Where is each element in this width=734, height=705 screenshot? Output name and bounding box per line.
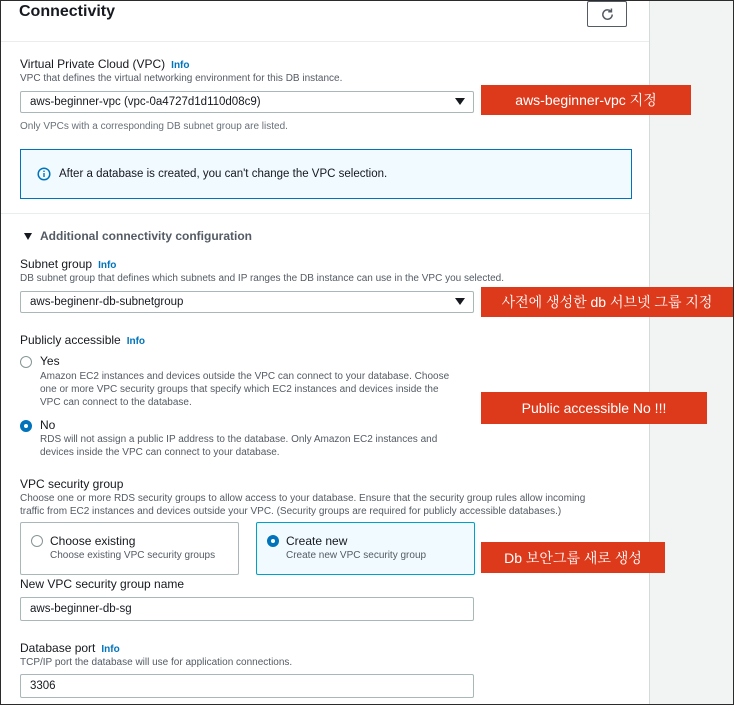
- vpc-alert-text: After a database is created, you can't change the VPC selection.: [59, 168, 388, 180]
- vpc-label-text: Virtual Private Cloud (VPC): [20, 57, 166, 71]
- security-group-desc-2: traffic from EC2 instances and devices outside your VPC. (Security groups are required for publicly accessible databases.): [20, 506, 562, 517]
- create-new-tile[interactable]: [256, 522, 475, 575]
- annotation-sg: [481, 542, 665, 573]
- section-title: Connectivity: [19, 3, 116, 20]
- subnet-info-link[interactable]: Info: [98, 260, 117, 271]
- public-yes-desc-1: Amazon EC2 instances and devices outside the VPC can connect to your database. Choose: [40, 371, 450, 382]
- additional-config-toggle[interactable]: [24, 229, 252, 243]
- public-yes-desc-2: one or more VPC security groups that specify which EC2 instances and devices inside the: [40, 384, 439, 395]
- new-sg-name-value: aws-beginner-db-sg: [30, 603, 132, 615]
- subnet-selected-value: aws-beginenr-db-subnetgroup: [30, 296, 184, 308]
- public-yes-label: Yes: [40, 354, 60, 368]
- caret-down-icon: [455, 298, 465, 305]
- public-yes-radio[interactable]: [20, 356, 32, 368]
- choose-existing-title: Choose existing: [50, 534, 136, 548]
- vpc-select[interactable]: [20, 91, 474, 113]
- annotation-public: [481, 392, 707, 424]
- annotation-subnet: [481, 287, 733, 317]
- db-port-description: TCP/IP port the database will use for application connections.: [20, 657, 293, 668]
- public-no-desc-2: devices inside the VPC can connect to your database.: [40, 447, 280, 458]
- choose-existing-tile[interactable]: [20, 522, 239, 575]
- section-divider: [1, 213, 649, 214]
- create-new-desc: Create new VPC security group: [286, 550, 427, 561]
- refresh-button[interactable]: [587, 1, 627, 27]
- db-port-info-link[interactable]: Info: [101, 644, 120, 655]
- vpc-info-link[interactable]: Info: [171, 60, 190, 71]
- triangle-down-icon: [24, 233, 32, 240]
- additional-config-label: Additional connectivity configuration: [40, 229, 253, 243]
- public-no-radio[interactable]: [20, 420, 32, 432]
- new-sg-label: New VPC security group name: [20, 577, 185, 591]
- public-yes-desc-3: VPC can connect to the database.: [40, 397, 192, 408]
- caret-down-icon: [455, 98, 465, 105]
- subnet-select[interactable]: [20, 291, 474, 313]
- public-access-info-link[interactable]: Info: [126, 336, 146, 347]
- info-circle-icon: [37, 167, 51, 181]
- create-new-radio[interactable]: [267, 535, 279, 547]
- annotation-sg-text: Db 보안그룹 새로 생성: [504, 549, 642, 566]
- choose-existing-radio[interactable]: [31, 535, 43, 547]
- subnet-label: [20, 257, 116, 271]
- db-port-label-text: Database port: [20, 641, 96, 655]
- annotation-public-text: Public accessible No !!!: [521, 400, 667, 416]
- new-sg-name-input[interactable]: [20, 597, 474, 621]
- public-no-desc-1: RDS will not assign a public IP address to the database. Only Amazon EC2 instances and: [40, 434, 438, 445]
- public-access-label-text: Publicly accessible: [20, 333, 121, 347]
- vpc-label: [20, 57, 190, 71]
- refresh-icon: [600, 7, 615, 22]
- choose-existing-desc: Choose existing VPC security groups: [50, 550, 216, 561]
- public-access-label: [20, 333, 145, 347]
- header-divider: [1, 41, 649, 42]
- vpc-description: VPC that defines the virtual networking environment for this DB instance.: [20, 73, 343, 84]
- annotation-vpc: [481, 85, 691, 115]
- db-port-input[interactable]: [20, 674, 474, 698]
- vpc-selected-value: aws-beginner-vpc (vpc-0a4727d1d110d08c9): [30, 96, 261, 108]
- annotation-vpc-text: aws-beginner-vpc 지정: [515, 92, 657, 108]
- annotation-subnet-text: 사전에 생성한 db 서브넷 그룹 지정: [501, 294, 713, 310]
- security-group-desc-1: Choose one or more RDS security groups to allow access to your database. Ensure that the security group rules allow incoming: [20, 493, 586, 504]
- subnet-label-text: Subnet group: [20, 257, 93, 271]
- vpc-hint: Only VPCs with a corresponding DB subnet group are listed.: [20, 121, 288, 132]
- public-no-label: No: [40, 418, 56, 432]
- db-port-value: 3306: [30, 680, 56, 692]
- subnet-description: DB subnet group that defines which subnets and IP ranges the DB instance can use in the VPC you selected.: [20, 273, 505, 284]
- db-port-label: [20, 641, 120, 655]
- vpc-info-alert: [20, 149, 632, 199]
- security-group-label: VPC security group: [20, 477, 124, 491]
- create-new-title: Create new: [286, 534, 348, 548]
